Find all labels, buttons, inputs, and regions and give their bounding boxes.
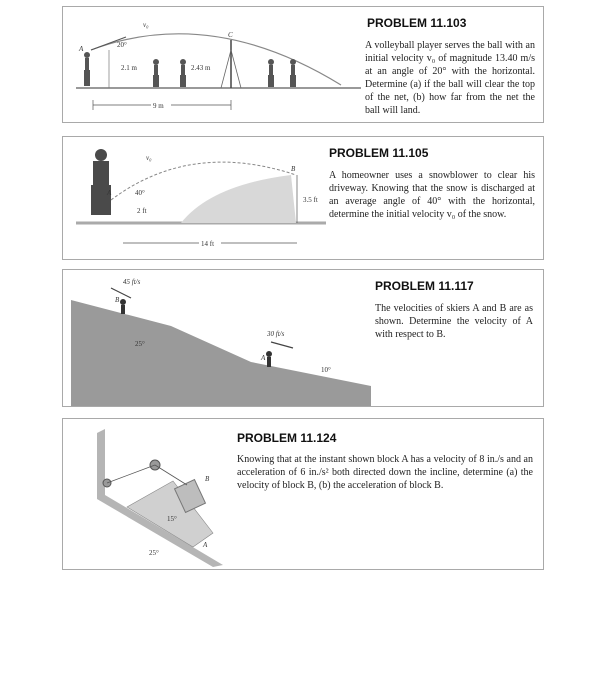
- point-c-label: C: [228, 31, 233, 39]
- pulley-blocks-figure: [83, 425, 233, 567]
- problem-panel-11-117: [62, 269, 544, 407]
- ball-trajectory: [91, 34, 341, 85]
- block-b-label: B: [205, 475, 210, 483]
- problem-text: The velocities of skiers A and B are as shown. Determine the velocity of A with respect to B.: [375, 303, 533, 340]
- problem-panel-11-124: [62, 418, 544, 570]
- problem-title: PROBLEM 11.117: [375, 279, 474, 293]
- angle-label: 20°: [117, 41, 127, 49]
- snow-pile: [181, 175, 296, 223]
- skier-b-label: B: [115, 296, 120, 304]
- angle-25-label: 25°: [149, 549, 159, 557]
- problem-title: PROBLEM 11.124: [237, 431, 337, 445]
- velocity-a-label: 30 ft/s: [267, 330, 285, 338]
- point-a-label: A: [107, 189, 112, 197]
- homeowner: [91, 149, 111, 215]
- v0-label: v₀: [146, 154, 152, 162]
- v0-label: v₀: [143, 21, 149, 29]
- problem-title: PROBLEM 11.105: [329, 146, 429, 160]
- height-net-label: 2.43 m: [191, 64, 211, 72]
- volleyball-figure: [71, 15, 371, 120]
- skier-b: [120, 299, 126, 314]
- block-a-label: A: [203, 541, 208, 549]
- angle-15-label: 15°: [167, 515, 177, 523]
- distance-label: 14 ft: [201, 240, 215, 248]
- skiers-figure: [71, 274, 371, 406]
- problem-panel-11-105: [62, 136, 544, 260]
- point-b-label: B: [291, 165, 296, 173]
- skier-a-label: A: [261, 354, 266, 362]
- height-a-label: 2 ft: [137, 207, 147, 215]
- problem-text: A homeowner uses a snowblower to clear his driveway. Knowing that the snow is discharged at an average angle of 40° with the horizontal, determine the initial velocity v₀ of the snow.: [329, 170, 535, 220]
- problem-text: Knowing that at the instant shown block A has a velocity of 8 in./s and an acceleration of 6 in./s² both directed down the incline, determine (a) the velocity of block B, (b) the acceleration of block B.: [237, 454, 533, 491]
- height-b-label: 3.5 ft: [303, 196, 318, 204]
- snowblower-figure: [71, 145, 331, 257]
- angle-10-label: 10°: [321, 366, 331, 374]
- angle-25-label: 25°: [135, 340, 145, 348]
- problem-title: PROBLEM 11.103: [367, 16, 467, 30]
- velocity-b-label: 45 ft/s: [123, 278, 141, 286]
- skier-a: [266, 351, 272, 367]
- distance-label: 9 m: [153, 102, 164, 110]
- point-a-label: A: [79, 45, 84, 53]
- height-serve-label: 2.1 m: [121, 64, 137, 72]
- problem-text: A volleyball player serves the ball with an initial velocity v₀ of magnitude 13.40 m/s at an angle of 20° with the horizontal. Determine (a) if the ball will clear the top of the net, (b) how far from the net the ball will land.: [365, 40, 535, 116]
- problem-panel-11-103: [62, 6, 544, 123]
- angle-label: 40°: [135, 189, 145, 197]
- players: [84, 52, 296, 87]
- slope: [71, 300, 371, 406]
